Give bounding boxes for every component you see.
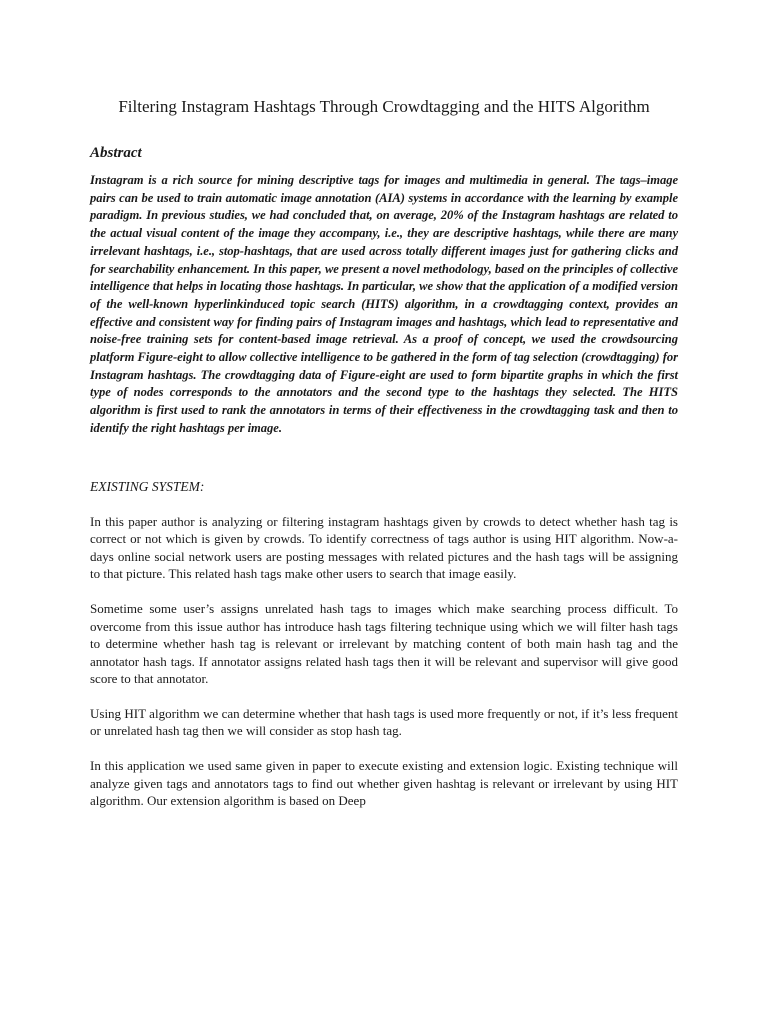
abstract-heading: Abstract <box>90 145 142 161</box>
existing-system-heading: EXISTING SYSTEM: <box>90 478 205 494</box>
body-paragraph-1: In this paper author is analyzing or filtering instagram hashtags given by crowds to detect whether hash tag is correct or not which is given by crowds. To identify correctness of tags author is using HIT algorithm. Now-a-days online social network users are posting messages with related pictures and the hash tags will be assigning to that picture. This related hash tags make other users to search that image easily. <box>90 513 678 582</box>
body-paragraph-3: Using HIT algorithm we can determine whether that hash tags is used more frequently or not, if it’s less frequent or unrelated hash tag then we will consider as stop hash tag. <box>90 705 678 739</box>
abstract-text: Instagram is a rich source for mining descriptive tags for images and multimedia in general. The tags–image pairs can be used to train automatic image annotation (AIA) systems in accordance with the learning by example paradigm. In previous studies, we had concluded that, on average, 20% of the Instagram hashtags are related to the actual visual content of the image they accompany, i.e., they are descriptive hashtags, while there are many irrelevant hashtags, i.e., stop-hashtags, that are used across totally different images just for gathering clicks and for searchability enhancement. In this paper, we present a novel methodology, based on the principles of collective intelligence that helps in locating those hashtags. In particular, we show that the application of a modified version of the well-known hyperlinkinduced topic search (HITS) algorithm, in a crowdtagging context, provides an effective and consistent way for finding pairs of Instagram images and hashtags, which lead to representative and noise-free training sets for content-based image retrieval. As a proof of concept, we used the crowdsourcing platform Figure-eight to allow collective intelligence to be gathered in the form of tag selection (crowdtagging) for Instagram hashtags. The crowdtagging data of Figure-eight are used to form bipartite graphs in which the first type of nodes corresponds to the annotators and the second type to the hashtags they selected. The HITS algorithm is first used to rank the annotators in terms of their effectiveness in the crowdtagging task and then to identify the right hashtags per image. <box>90 173 678 435</box>
document-title: Filtering Instagram Hashtags Through Crowdtagging and the HITS Algorithm <box>118 97 650 116</box>
body-paragraph-2: Sometime some user’s assigns unrelated hash tags to images which make searching process difficult. To overcome from this issue author has introduce hash tags filtering technique using which we will filter hash tags to determine whether hash tag is relevant or irrelevant by matching content of both main hash tag and the annotator hash tags. If annotator assigns related hash tags then it will be relevant and supervisor will give good score to that annotator. <box>90 600 678 687</box>
document-page <box>90 95 678 827</box>
body-paragraph-4: In this application we used same given in paper to execute existing and extension logic. Existing technique will analyze given tags and annotators tags to find out whether given hashtag is relevant or irrelevant by using HIT algorithm. Our extension algorithm is based on Deep <box>90 758 678 809</box>
